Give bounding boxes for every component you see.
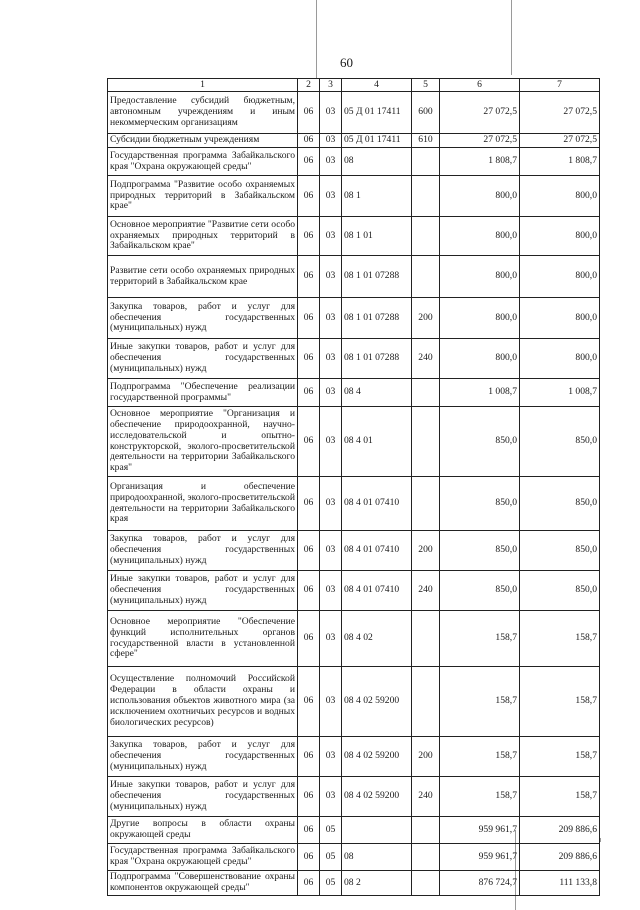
item-name-cell: Государственная программа Забайкальского края "Охрана окружающей среды" <box>108 844 298 871</box>
subsection-code-cell: 05 <box>320 844 342 871</box>
section-code-cell: 06 <box>298 339 320 379</box>
item-name-cell: Другие вопросы в области охраны окружающей среды <box>108 817 298 844</box>
subsection-code-cell: 03 <box>320 379 342 407</box>
target-article-cell: 08 4 01 07410 <box>342 571 412 611</box>
amount-col7-cell: 800,0 <box>520 298 600 339</box>
subsection-code-cell: 05 <box>320 817 342 844</box>
scan-artifact-line <box>600 838 601 842</box>
amount-col6-cell: 959 961,7 <box>440 817 520 844</box>
item-name-cell: Государственная программа Забайкальского края "Охрана окружающей среды" <box>108 148 298 176</box>
amount-col6-cell: 850,0 <box>440 531 520 571</box>
item-name-cell: Подпрограмма "Совершенствование охраны компонентов окружающей среды" <box>108 871 298 896</box>
subsection-code-cell: 03 <box>320 407 342 477</box>
budget-table <box>107 78 600 896</box>
target-article-cell: 05 Д 01 17411 <box>342 134 412 148</box>
target-article-cell <box>342 817 412 844</box>
expense-type-cell <box>412 871 440 896</box>
item-name-cell: Основное мероприятие "Развитие сети особо охраняемых природных территорий в Забайкальском крае" <box>108 217 298 256</box>
table-row <box>108 571 600 611</box>
header-row <box>108 79 600 92</box>
target-article-cell: 05 Д 01 17411 <box>342 92 412 134</box>
table-row <box>108 817 600 844</box>
amount-col6-cell: 158,7 <box>440 611 520 667</box>
amount-col7-cell: 1 808,7 <box>520 148 600 176</box>
table-row <box>108 92 600 134</box>
expense-type-cell <box>412 256 440 298</box>
amount-col6-cell: 1 008,7 <box>440 379 520 407</box>
item-name-cell: Основное мероприятие "Организация и обеспечение природоохранной, научно-исследовательской и опытно-конструкторской, эколого-просветительской деятельности на территории Забайкальского края" <box>108 407 298 477</box>
expense-type-cell <box>412 611 440 667</box>
amount-col6-cell: 850,0 <box>440 407 520 477</box>
section-code-cell: 06 <box>298 871 320 896</box>
amount-col7-cell: 158,7 <box>520 611 600 667</box>
section-code-cell: 06 <box>298 777 320 817</box>
table-row <box>108 217 600 256</box>
table-row <box>108 531 600 571</box>
expense-type-cell <box>412 477 440 531</box>
subsection-code-cell: 03 <box>320 134 342 148</box>
target-article-cell: 08 4 02 <box>342 611 412 667</box>
header-cell: 7 <box>520 79 600 92</box>
amount-col7-cell: 850,0 <box>520 477 600 531</box>
amount-col6-cell: 800,0 <box>440 298 520 339</box>
header-cell: 2 <box>298 79 320 92</box>
section-code-cell: 06 <box>298 737 320 777</box>
subsection-code-cell: 03 <box>320 477 342 531</box>
section-code-cell: 06 <box>298 571 320 611</box>
amount-col6-cell: 27 072,5 <box>440 92 520 134</box>
amount-col7-cell: 850,0 <box>520 571 600 611</box>
amount-col7-cell: 1 008,7 <box>520 379 600 407</box>
subsection-code-cell: 03 <box>320 298 342 339</box>
expense-type-cell: 240 <box>412 571 440 611</box>
amount-col6-cell: 158,7 <box>440 667 520 737</box>
amount-col6-cell: 800,0 <box>440 256 520 298</box>
table-row <box>108 667 600 737</box>
header-cell: 4 <box>342 79 412 92</box>
expense-type-cell: 240 <box>412 339 440 379</box>
target-article-cell: 08 2 <box>342 871 412 896</box>
amount-col6-cell: 850,0 <box>440 477 520 531</box>
expense-type-cell <box>412 817 440 844</box>
header-cell: 6 <box>440 79 520 92</box>
expense-type-cell: 610 <box>412 134 440 148</box>
subsection-code-cell: 03 <box>320 256 342 298</box>
target-article-cell: 08 <box>342 844 412 871</box>
section-code-cell: 06 <box>298 407 320 477</box>
item-name-cell: Развитие сети особо охраняемых природных территорий в Забайкальском крае <box>108 256 298 298</box>
table-row <box>108 871 600 896</box>
target-article-cell: 08 4 01 07410 <box>342 531 412 571</box>
amount-col6-cell: 959 961,7 <box>440 844 520 871</box>
expense-type-cell: 600 <box>412 92 440 134</box>
expense-type-cell <box>412 667 440 737</box>
table-row <box>108 737 600 777</box>
amount-col7-cell: 850,0 <box>520 531 600 571</box>
scan-artifact-line <box>511 0 512 75</box>
item-name-cell: Иные закупки товаров, работ и услуг для обеспечения государственных (муниципальных) нужд <box>108 777 298 817</box>
item-name-cell: Иные закупки товаров, работ и услуг для обеспечения государственных (муниципальных) нужд <box>108 571 298 611</box>
subsection-code-cell: 03 <box>320 531 342 571</box>
amount-col7-cell: 111 133,8 <box>520 871 600 896</box>
item-name-cell: Закупка товаров, работ и услуг для обеспечения государственных (муниципальных) нужд <box>108 531 298 571</box>
expense-type-cell: 240 <box>412 777 440 817</box>
expense-type-cell <box>412 148 440 176</box>
section-code-cell: 06 <box>298 217 320 256</box>
page-number: 60 <box>340 55 353 70</box>
table-row <box>108 298 600 339</box>
amount-col6-cell: 158,7 <box>440 777 520 817</box>
amount-col7-cell: 800,0 <box>520 339 600 379</box>
header-cell: 1 <box>108 79 298 92</box>
target-article-cell: 08 1 01 <box>342 217 412 256</box>
section-code-cell: 06 <box>298 379 320 407</box>
target-article-cell: 08 1 01 07288 <box>342 298 412 339</box>
subsection-code-cell: 03 <box>320 176 342 217</box>
subsection-code-cell: 03 <box>320 737 342 777</box>
scan-artifact-line <box>316 0 317 78</box>
section-code-cell: 06 <box>298 611 320 667</box>
item-name-cell: Основное мероприятие "Обеспечение функций исполнительных органов государственной власти в установленной сфере" <box>108 611 298 667</box>
subsection-code-cell: 03 <box>320 217 342 256</box>
item-name-cell: Подпрограмма "Обеспечение реализации государственной программы" <box>108 379 298 407</box>
header-cell: 5 <box>412 79 440 92</box>
amount-col6-cell: 800,0 <box>440 217 520 256</box>
target-article-cell: 08 <box>342 148 412 176</box>
amount-col7-cell: 158,7 <box>520 777 600 817</box>
table-row <box>108 777 600 817</box>
item-name-cell: Иные закупки товаров, работ и услуг для обеспечения государственных (муниципальных) нужд <box>108 339 298 379</box>
expense-type-cell <box>412 407 440 477</box>
amount-col7-cell: 27 072,5 <box>520 92 600 134</box>
section-code-cell: 06 <box>298 298 320 339</box>
amount-col7-cell: 209 886,6 <box>520 844 600 871</box>
amount-col7-cell: 158,7 <box>520 667 600 737</box>
table-row <box>108 148 600 176</box>
section-code-cell: 06 <box>298 844 320 871</box>
amount-col6-cell: 27 072,5 <box>440 134 520 148</box>
amount-col6-cell: 800,0 <box>440 176 520 217</box>
subsection-code-cell: 03 <box>320 777 342 817</box>
amount-col6-cell: 876 724,7 <box>440 871 520 896</box>
section-code-cell: 06 <box>298 134 320 148</box>
section-code-cell: 06 <box>298 817 320 844</box>
target-article-cell: 08 1 01 07288 <box>342 256 412 298</box>
target-article-cell: 08 4 01 <box>342 407 412 477</box>
section-code-cell: 06 <box>298 148 320 176</box>
target-article-cell: 08 4 <box>342 379 412 407</box>
item-name-cell: Организация и обеспечение природоохранной, эколого-просветительской деятельности на территории Забайкальского края <box>108 477 298 531</box>
expense-type-cell <box>412 379 440 407</box>
target-article-cell: 08 4 02 59200 <box>342 777 412 817</box>
amount-col7-cell: 800,0 <box>520 176 600 217</box>
section-code-cell: 06 <box>298 256 320 298</box>
section-code-cell: 06 <box>298 92 320 134</box>
target-article-cell: 08 4 02 59200 <box>342 667 412 737</box>
subsection-code-cell: 03 <box>320 339 342 379</box>
subsection-code-cell: 05 <box>320 871 342 896</box>
amount-col6-cell: 800,0 <box>440 339 520 379</box>
item-name-cell: Предоставление субсидий бюджетным, автономным учреждениям и иным некоммерческим организациям <box>108 92 298 134</box>
amount-col6-cell: 1 808,7 <box>440 148 520 176</box>
amount-col7-cell: 800,0 <box>520 217 600 256</box>
section-code-cell: 06 <box>298 667 320 737</box>
amount-col6-cell: 850,0 <box>440 571 520 611</box>
section-code-cell: 06 <box>298 176 320 217</box>
subsection-code-cell: 03 <box>320 571 342 611</box>
expense-type-cell <box>412 844 440 871</box>
section-code-cell: 06 <box>298 477 320 531</box>
section-code-cell: 06 <box>298 531 320 571</box>
expense-type-cell: 200 <box>412 531 440 571</box>
table-row <box>108 407 600 477</box>
amount-col7-cell: 850,0 <box>520 407 600 477</box>
amount-col7-cell: 158,7 <box>520 737 600 777</box>
table-row <box>108 256 600 298</box>
expense-type-cell <box>412 217 440 256</box>
table-row <box>108 339 600 379</box>
item-name-cell: Осуществление полномочий Российской Федерации в области охраны и использования объектов животного мира (за исключением охотничьих ресурсов и водных биологических ресурсов) <box>108 667 298 737</box>
table-row <box>108 379 600 407</box>
table-row <box>108 134 600 148</box>
amount-col7-cell: 27 072,5 <box>520 134 600 148</box>
target-article-cell: 08 1 01 07288 <box>342 339 412 379</box>
header-cell: 3 <box>320 79 342 92</box>
table-row <box>108 477 600 531</box>
expense-type-cell: 200 <box>412 737 440 777</box>
amount-col6-cell: 158,7 <box>440 737 520 777</box>
table-row <box>108 844 600 871</box>
item-name-cell: Субсидии бюджетным учреждениям <box>108 134 298 148</box>
expense-type-cell: 200 <box>412 298 440 339</box>
target-article-cell: 08 4 02 59200 <box>342 737 412 777</box>
amount-col7-cell: 209 886,6 <box>520 817 600 844</box>
item-name-cell: Закупка товаров, работ и услуг для обеспечения государственных (муниципальных) нужд <box>108 298 298 339</box>
table-row <box>108 176 600 217</box>
item-name-cell: Подпрограмма "Развитие особо охраняемых природных территорий в Забайкальском крае" <box>108 176 298 217</box>
subsection-code-cell: 03 <box>320 611 342 667</box>
subsection-code-cell: 03 <box>320 148 342 176</box>
table-row <box>108 611 600 667</box>
item-name-cell: Закупка товаров, работ и услуг для обеспечения государственных (муниципальных) нужд <box>108 737 298 777</box>
subsection-code-cell: 03 <box>320 667 342 737</box>
subsection-code-cell: 03 <box>320 92 342 134</box>
expense-type-cell <box>412 176 440 217</box>
amount-col7-cell: 800,0 <box>520 256 600 298</box>
target-article-cell: 08 4 01 07410 <box>342 477 412 531</box>
target-article-cell: 08 1 <box>342 176 412 217</box>
